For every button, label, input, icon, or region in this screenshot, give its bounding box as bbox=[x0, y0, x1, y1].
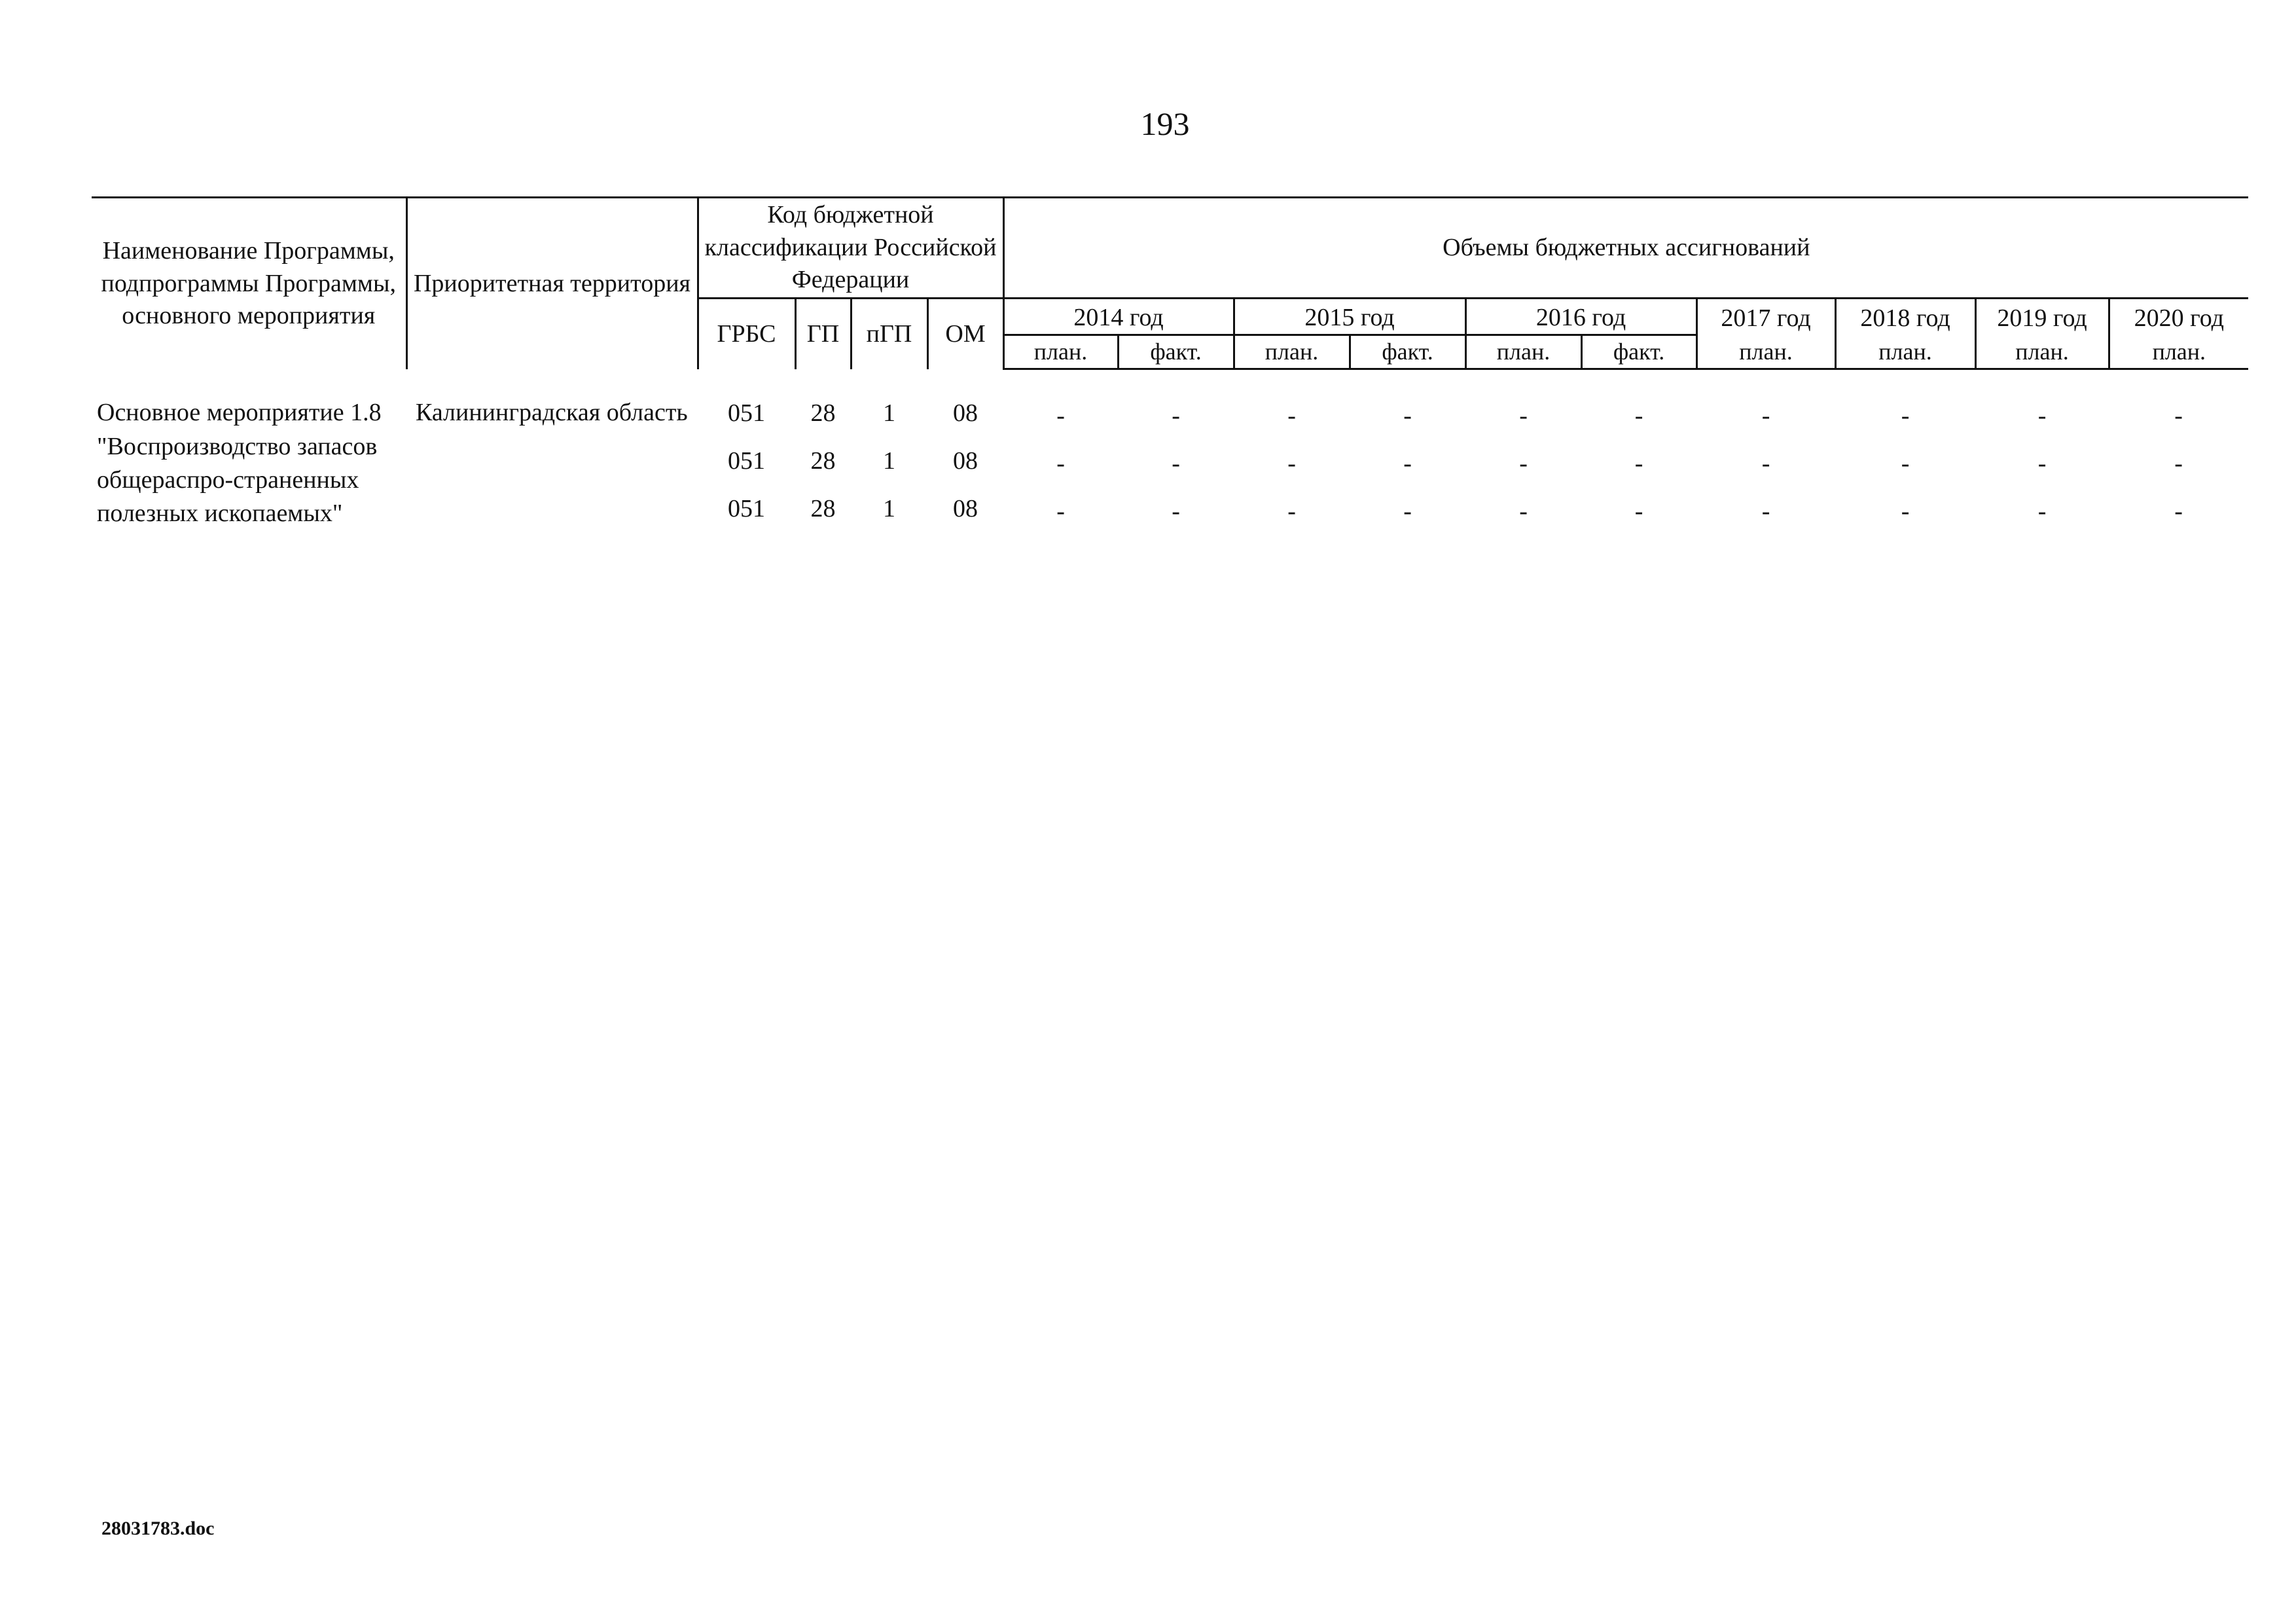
value-2019-plan-3: - bbox=[2037, 498, 2047, 526]
value-2015-fact-3: - bbox=[1403, 498, 1412, 526]
header-2019-plan: план. bbox=[1975, 335, 2109, 369]
footer-filename: 28031783.doc bbox=[101, 1518, 215, 1539]
header-2016-plan: план. bbox=[1465, 335, 1581, 369]
code-pgp-2: 1 bbox=[883, 447, 895, 475]
header-year-2020: 2020 год bbox=[2109, 299, 2248, 335]
value-2020-plan-2: - bbox=[2174, 450, 2183, 478]
code-pgp-3: 1 bbox=[883, 495, 895, 523]
header-year-2016: 2016 год bbox=[1465, 299, 1696, 335]
code-grbs-2: 051 bbox=[728, 447, 765, 475]
value-2014-plan-2: - bbox=[1056, 450, 1065, 478]
value-2016-fact-2: - bbox=[1634, 450, 1643, 478]
header-budget-code: Код бюджетной классификации Российской Федерации bbox=[698, 198, 1003, 299]
value-2014-plan-1: - bbox=[1056, 402, 1065, 430]
value-2014-fact-3: - bbox=[1172, 498, 1180, 526]
value-2018-plan-2: - bbox=[1901, 450, 1910, 478]
value-2016-fact-1: - bbox=[1634, 402, 1643, 430]
header-budget-volumes: Объемы бюджетных ассигнований bbox=[1003, 198, 2248, 299]
header-2017-plan: план. bbox=[1696, 335, 1835, 369]
code-gp-1: 28 bbox=[810, 399, 836, 428]
code-om-1: 08 bbox=[953, 399, 978, 428]
value-2018-plan-3: - bbox=[1901, 498, 1910, 526]
header-2018-plan: план. bbox=[1835, 335, 1975, 369]
budget-table bbox=[92, 196, 2248, 539]
table-gap bbox=[92, 369, 2248, 397]
code-om-3: 08 bbox=[953, 495, 978, 523]
value-2015-plan-1: - bbox=[1287, 402, 1296, 430]
value-2020-plan-3: - bbox=[2174, 498, 2183, 526]
header-2020-plan: план. bbox=[2109, 335, 2248, 369]
value-2015-plan-2: - bbox=[1287, 450, 1296, 478]
header-territory: Приоритетная территория bbox=[406, 198, 698, 369]
value-2014-plan-3: - bbox=[1056, 498, 1065, 526]
value-2015-fact-2: - bbox=[1403, 450, 1412, 478]
header-2015-plan: план. bbox=[1234, 335, 1350, 369]
header-year-2018: 2018 год bbox=[1835, 299, 1975, 335]
value-2016-plan-2: - bbox=[1519, 450, 1528, 478]
header-name: Наименование Программы, подпрограммы Программы, основного мероприятия bbox=[92, 198, 406, 369]
header-code-pgp: пГП bbox=[851, 299, 927, 369]
code-pgp-1: 1 bbox=[883, 399, 895, 428]
value-2019-plan-1: - bbox=[2037, 402, 2047, 430]
code-gp-3: 28 bbox=[810, 495, 836, 523]
value-2015-plan-3: - bbox=[1287, 498, 1296, 526]
value-2017-plan-2: - bbox=[1761, 450, 1770, 478]
header-2014-plan: план. bbox=[1003, 335, 1118, 369]
header-year-2015: 2015 год bbox=[1234, 299, 1465, 335]
header-2016-fact: факт. bbox=[1581, 335, 1696, 369]
code-gp-2: 28 bbox=[810, 447, 836, 475]
value-2019-plan-2: - bbox=[2037, 450, 2047, 478]
value-2014-fact-1: - bbox=[1172, 402, 1180, 430]
header-2014-fact: факт. bbox=[1118, 335, 1234, 369]
value-2014-fact-2: - bbox=[1172, 450, 1180, 478]
row-name: Основное мероприятие 1.8 "Воспроизводство запасов общераспро-страненных полезных ископаемых" bbox=[97, 399, 382, 528]
value-2016-fact-3: - bbox=[1634, 498, 1643, 526]
header-year-2017: 2017 год bbox=[1696, 299, 1835, 335]
code-grbs-3: 051 bbox=[728, 495, 765, 523]
header-2015-fact: факт. bbox=[1350, 335, 1465, 369]
header-code-grbs: ГРБС bbox=[698, 299, 795, 369]
value-2016-plan-1: - bbox=[1519, 402, 1528, 430]
value-2018-plan-1: - bbox=[1901, 402, 1910, 430]
row-territory: Калининградская область bbox=[416, 399, 688, 427]
header-year-2019: 2019 год bbox=[1975, 299, 2109, 335]
header-code-om: ОМ bbox=[927, 299, 1003, 369]
value-2017-plan-1: - bbox=[1761, 402, 1770, 430]
value-2017-plan-3: - bbox=[1761, 498, 1770, 526]
value-2016-plan-3: - bbox=[1519, 498, 1528, 526]
header-year-2014: 2014 год bbox=[1003, 299, 1234, 335]
value-2020-plan-1: - bbox=[2174, 402, 2183, 430]
table-row bbox=[92, 396, 2248, 539]
value-2015-fact-1: - bbox=[1403, 402, 1412, 430]
code-om-2: 08 bbox=[953, 447, 978, 475]
page-number: 193 bbox=[1140, 105, 1190, 142]
header-code-gp: ГП bbox=[795, 299, 851, 369]
code-grbs-1: 051 bbox=[728, 399, 765, 428]
